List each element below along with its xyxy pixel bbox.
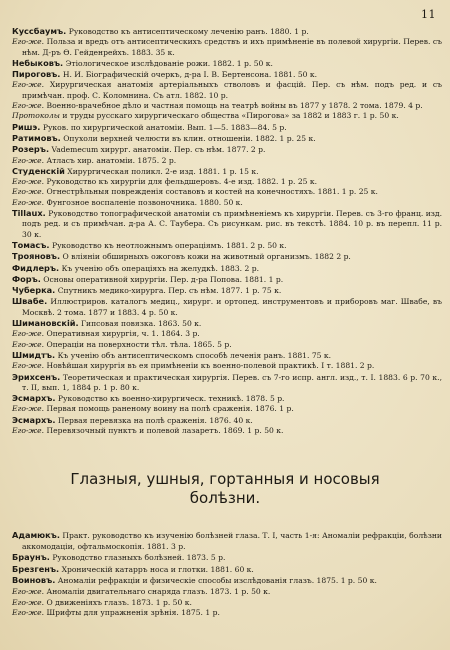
entry-text: Огнестрѣльныя поврежденія составовъ и костей на конечностяхъ. 1881. 1 р. 25 к.	[46, 187, 378, 197]
bibliography-entry	[12, 240, 442, 251]
entry-text: О вліяніи обширныхъ ожоговъ кожи на животный организмъ. 1882 2 р.	[62, 252, 351, 262]
bibliography-entry	[12, 133, 442, 144]
entry-author: Эсмархъ.	[12, 393, 56, 404]
entry-author: Томасъ.	[12, 239, 50, 250]
entry-text: Спутникъ медико-хирурга. Пер. съ нѣм. 1877. 1 р. 75 к.	[57, 286, 282, 296]
bibliography-entry	[12, 404, 442, 414]
entry-text: Руководство къ хирургіи для фельдшеровъ. 4-е изд. 1882. 1 р. 25 к.	[46, 177, 318, 187]
entry-author: Его-же.	[12, 339, 45, 349]
section-heading-line1: Глазныя, ушныя, гортанныя и носовыя	[70, 470, 380, 488]
entry-text: Руководство глазныхъ болѣзней. 1873. 5 р.	[52, 553, 226, 563]
entry-author: Швабе.	[12, 296, 48, 307]
bibliography-entry	[12, 274, 442, 285]
entry-author: Брезгенъ.	[12, 563, 60, 574]
entry-text: Къ ученію объ операціяхъ на желудкѣ. 1883. 2 р.	[61, 263, 260, 273]
entry-author: Его-же.	[12, 404, 45, 414]
bibliography-entry	[12, 156, 442, 166]
bibliography-entry	[12, 263, 442, 274]
bibliography-entry	[12, 587, 442, 598]
entry-text: Фунгозное воспаленіе позвоночника. 1880. 50 к.	[46, 197, 243, 207]
entry-author: Адамюкъ.	[12, 530, 60, 540]
bibliography-entry	[12, 198, 442, 208]
entry-author: Протоколы	[12, 111, 60, 121]
entry-text: О движеніяхъ глазъ. 1873. 1 р. 50 к.	[46, 597, 192, 607]
bibliography-entry	[12, 101, 442, 111]
entry-text: Хроническій катарръ носа и глотки. 1881. 60 к.	[61, 564, 254, 574]
entry-text: Основы оперативной хирургіи. Пер. д-ра Попова. 1881. 1 р.	[43, 274, 284, 284]
entry-author: Его-же.	[12, 608, 45, 618]
entry-text: Атласъ хир. анатоміи. 1875. 2 р.	[46, 155, 177, 165]
entry-author: Розеръ.	[12, 144, 50, 155]
entry-author: Эрихсенъ.	[12, 371, 61, 382]
bibliography-entry	[12, 166, 442, 177]
entry-text: Первая помощь раненому воину на полѣ сраженія. 1876. 1 р.	[46, 404, 294, 414]
entry-author: Его-же.	[12, 597, 45, 607]
entry-text: Польза и вредъ отъ антисептическихъ средствъ и ихъ примѣненіе въ полевой хирургіи. Перев. съ нѣм. Д-ръ Ѳ. Гейденрейхъ. 1883. 35 к.	[22, 37, 442, 57]
bibliography-entry	[12, 285, 442, 296]
entry-text: Н. И. Біографическій очеркъ, д-ра I. В. Бертенсона. 1881. 50 к.	[62, 70, 318, 80]
entry-text: Руков. по хирургической анатоміи. Вып. 1—5. 1883—84. 5 р.	[42, 122, 287, 132]
bibliography-entry	[12, 251, 442, 262]
entry-author: Трояновъ.	[12, 251, 61, 262]
bibliography-entry	[12, 372, 442, 394]
entry-author: Небыковъ.	[12, 57, 64, 68]
entry-text: Теоретическая и практическая хирургія. Перев. съ 7-го испр. англ. изд., т. I. 1883. 6 р. 70 к., т. II, вып. 1, 1884 р. 1 р. 80 к.	[22, 372, 442, 392]
bibliography-entry	[12, 187, 442, 197]
bibliography-list	[12, 26, 442, 436]
bibliography-entry	[12, 361, 442, 371]
entry-text: Къ ученію объ антисептическомъ способѣ леченія ранъ. 1881. 75 к.	[57, 350, 332, 360]
bibliography-entry	[12, 296, 442, 318]
entry-author: Его-же.	[12, 101, 45, 111]
entry-author: Его-же.	[12, 329, 45, 339]
entry-text: Руководство къ антисептическому леченію ранъ. 1880. 1 р.	[68, 27, 309, 36]
entry-text: Практ. руководство къ изученію болѣзней глаза. Т. I, часть 1-я: Аномаліи рефракціи, болѣзни аккомодаціи, офтальмоскопія. 1881. 3 р.	[22, 531, 442, 551]
bibliography-entry	[12, 350, 442, 361]
entry-author: Фидлеръ.	[12, 262, 60, 273]
entry-text: Vademecum хирург. анатоміи. Пер. съ нѣм. 1877. 2 р.	[51, 145, 266, 155]
entry-text: Гипсовая повязка. 1863. 50 к.	[81, 319, 202, 329]
entry-author: Ратимовъ.	[12, 132, 61, 143]
entry-author: Его-же.	[12, 37, 45, 47]
bibliography-entry	[12, 144, 442, 155]
bibliography-entry	[12, 393, 442, 404]
section-heading	[0, 470, 450, 508]
entry-text: Руководство къ неотложнымъ операціямъ. 1881. 2 р. 50 к.	[51, 240, 287, 250]
entry-author: Его-же.	[12, 425, 45, 435]
entry-text: Руководство къ военно-хирургическ. техникѣ. 1878. 5 р.	[57, 394, 285, 404]
bibliography-entry	[12, 530, 442, 552]
entry-text: Руководство топографической анатоміи съ примѣненіемъ къ хирургіи. Перев. съ 3-го франц. изд. подъ ред. и съ примѣчан. д-ра А. С. Таубера. Съ рисункам. рис. въ текстѣ. 1884. 10 р. въ перепл. 11 р. 30 к.	[22, 209, 442, 239]
entry-author: Его-же.	[12, 80, 45, 90]
bibliography-entry	[12, 340, 442, 350]
entry-text: Хирургическая поликл. 2-е изд. 1881. 1 р. 15 к.	[67, 166, 259, 176]
bibliography-entry	[12, 564, 442, 576]
bibliography-entry	[12, 552, 442, 564]
entry-text: Перевязочный пунктъ и полевой лазаретъ. 1869. 1 р. 50 к.	[46, 425, 284, 435]
entry-text: Оперативная хирургія, ч. 1. 1864. 3 р.	[46, 329, 200, 339]
bibliography-entry	[12, 111, 442, 121]
entry-author: Его-же.	[12, 197, 45, 207]
bibliography-entry	[12, 122, 442, 133]
entry-author: Шмидтъ.	[12, 349, 56, 360]
bibliography-list-eye-ear	[12, 530, 442, 619]
entry-text: Новѣйшая хирургія въ ея примѣненіи къ военно-полевой практикѣ. I т. 1881. 2 р.	[46, 361, 375, 371]
bibliography-entry	[12, 329, 442, 339]
entry-author: Студенскій	[12, 165, 65, 176]
entry-author: Его-же.	[12, 586, 45, 596]
page-number: 11	[421, 8, 436, 21]
bibliography-entry	[12, 318, 442, 329]
bibliography-entry	[12, 608, 442, 619]
bibliography-entry	[12, 58, 442, 69]
bibliography-entry	[12, 69, 442, 80]
entry-author: Его-же.	[12, 361, 45, 371]
entry-author: Его-же.	[12, 177, 45, 187]
entry-author: Эсмархъ.	[12, 414, 56, 425]
bibliography-entry	[12, 415, 442, 426]
entry-author: Воиновъ.	[12, 575, 56, 586]
entry-author: Ришэ.	[12, 121, 41, 132]
entry-text: Аномаліи двигательнаго снаряда глазъ. 1873. 1 р. 50 к.	[46, 586, 271, 596]
entry-author: Форъ.	[12, 273, 41, 284]
entry-author: Его-же.	[12, 187, 45, 197]
bibliography-entry	[12, 598, 442, 609]
bibliography-entry	[12, 80, 442, 101]
bibliography-entry	[12, 208, 442, 240]
entry-text: Аномаліи рефракціи и физическіе способы изслѣдованія глазъ. 1875. 1 р. 50 к.	[57, 576, 377, 586]
entry-text: Шрифты для упражненія зрѣнія. 1875. 1 р.	[46, 608, 220, 618]
entry-author: Шимановскій.	[12, 318, 79, 329]
entry-text: и труды русскаго хирургическаго общества «Пирогова» за 1882 и 1883 г. 1 р. 50 к.	[62, 111, 399, 121]
entry-text: Хирургическая анатомія артеріальныхъ стволовъ и фасцій. Пер. съ нѣм. подъ ред. и съ примѣчан. проф. С. Коломнина. Съ атл. 1882. 10 р.	[22, 80, 442, 100]
entry-author: Пироговъ.	[12, 69, 61, 80]
entry-text: Иллюстриров. каталогъ медиц., хирург. и ортопед. инструментовъ и приборовъ маг. Швабе, въ Москвѣ. 2 тома. 1877 и 1883. 4 р. 50 к.	[22, 297, 442, 317]
entry-author: Его-же.	[12, 155, 45, 165]
entry-author: Браунъ.	[12, 552, 50, 563]
bibliography-entry	[12, 37, 442, 58]
section-heading-line2: болѣзни.	[189, 489, 261, 507]
bibliography-entry	[12, 26, 442, 37]
entry-author: Куссбаумъ.	[12, 26, 67, 36]
entry-author: Чуберка.	[12, 285, 56, 296]
bibliography-entry	[12, 575, 442, 587]
entry-text: Военно-врачебное дѣло и частная помощь на театрѣ войны въ 1877 у 1878. 2 тома. 1879. 4 р.	[46, 101, 423, 111]
entry-text: Операціи на поверхности тѣл. тѣла. 1865. 5 р.	[46, 339, 232, 349]
bibliography-entry	[12, 426, 442, 436]
entry-author: Tillaux.	[12, 208, 46, 219]
bibliography-entry	[12, 177, 442, 187]
entry-text: Первая перевязка на полѣ сраженія. 1876. 40 к.	[57, 415, 253, 425]
entry-text: Этіологическое изслѣдованіе рожи. 1882. 1 р. 50 к.	[65, 58, 273, 68]
entry-text: Опухоли верхней челюсти въ клин. отношеніи. 1882. 1 р. 25 к.	[63, 133, 316, 143]
